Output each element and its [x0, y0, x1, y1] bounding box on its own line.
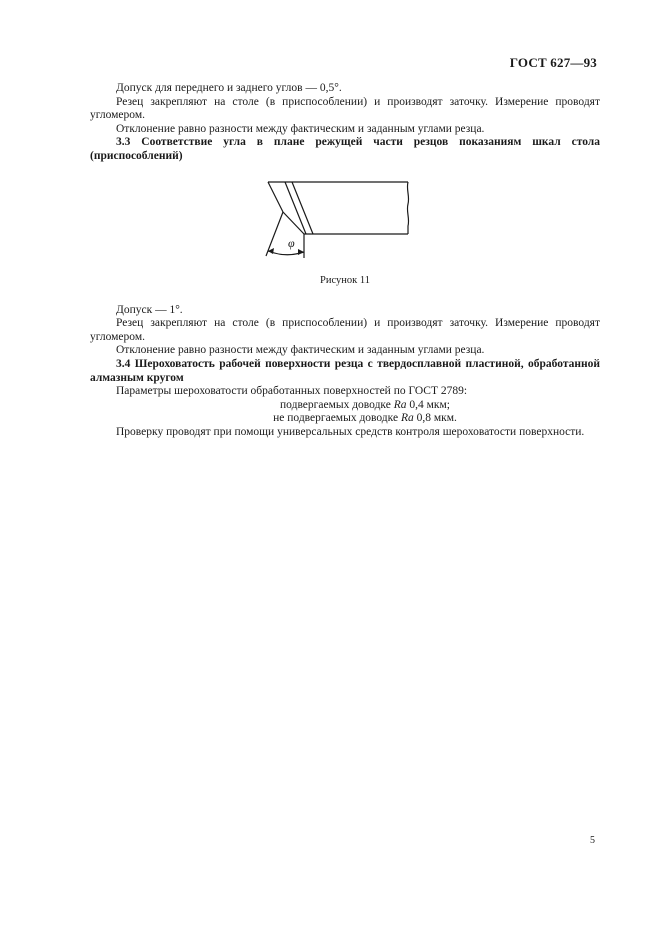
figure-caption: Рисунок 11: [320, 274, 370, 286]
roughness-params-intro: Параметры шероховатости обработанных поверхностей по ГОСТ 2789:: [116, 385, 468, 398]
figure-11: [90, 166, 600, 294]
tolerance-paragraph-1: Допуск для переднего и заднего углов — 0,5°.: [116, 82, 342, 94]
method-paragraph-1: Резец закрепляют на столе (в приспособлении) и производят заточку. Измерение проводят угломером.: [90, 95, 600, 122]
page-number: 5: [590, 835, 595, 846]
section-3-3-heading: 3.3 Соответствие угла в плане режущей части резцов показаниям шкал стола (приспособлений): [90, 136, 600, 162]
angle-line-left: [266, 212, 283, 256]
section-3-4-heading: 3.4 Шероховатость рабочей поверхности резца с твердосплавной пластиной, обработанной алмазным кругом: [90, 357, 600, 384]
cutter-left-face: [268, 182, 283, 212]
roughness-line-2: [90, 412, 600, 426]
roughness-line-2-prefix: не подвергаемых доводке: [273, 412, 399, 425]
roughness-line-1-prefix: подвергаемых доводке: [280, 398, 391, 411]
break-line: [407, 182, 408, 234]
deviation-paragraph-1: Отклонение равно разности между фактическим и заданным углами резца.: [116, 122, 485, 135]
arc-arrow-right: [298, 249, 304, 255]
tolerance-paragraph-2: Допуск — 1°.: [116, 303, 183, 316]
roughness-line-2-value: 0,8 мкм.: [416, 412, 457, 425]
roughness-check-paragraph: Проверку проводят при помощи универсальных средств контроля шероховатости поверхности.: [116, 425, 585, 438]
document-header: ГОСТ 627—93: [509, 55, 597, 70]
document-body: [90, 82, 600, 440]
cutter-tip-edge: [283, 212, 304, 234]
roughness-line-2-param: Ra: [400, 412, 414, 425]
roughness-line-1-value: 0,4 мкм;: [409, 398, 450, 411]
deviation-paragraph-2: Отклонение равно разности между фактическим и заданным углами резца.: [116, 344, 485, 357]
angle-phi-label: φ: [288, 235, 295, 250]
method-paragraph-2: Резец закрепляют на столе (в приспособлении) и производят заточку. Измерение проводят угломером.: [90, 317, 600, 343]
roughness-line-1-param: Ra: [393, 398, 407, 411]
roughness-line-1: [90, 399, 600, 413]
